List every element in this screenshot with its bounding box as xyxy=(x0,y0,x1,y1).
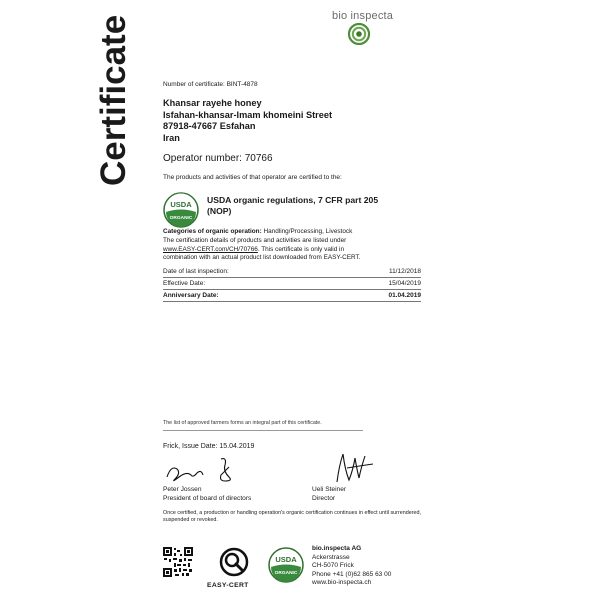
farmers-list-note: The list of approved farmers forms an integral part of this certificate. xyxy=(163,420,322,426)
svg-text:ORGANIC: ORGANIC xyxy=(274,571,298,576)
regulation-text xyxy=(207,195,437,217)
usda-organic-seal xyxy=(163,192,199,233)
date-row-anniversary xyxy=(163,290,421,301)
signer-left xyxy=(163,486,251,503)
divider xyxy=(163,301,421,302)
categories-block xyxy=(163,228,433,263)
certificate-title xyxy=(82,8,142,188)
revocation-note: Once certified, a production or handling operation's organic certification continues in effect until surrendered, suspended or revoked. xyxy=(163,510,422,523)
signer-name: Peter Jossen xyxy=(163,486,202,493)
qr-code-icon xyxy=(163,547,193,577)
easy-cert-label: EASY-CERT xyxy=(207,582,249,589)
signer-name: Ueli Steiner xyxy=(312,486,347,493)
product-list-note: combination with an actual product list downloaded from EASY-CERT. xyxy=(163,254,361,262)
company-street: Ackerstrasse xyxy=(312,553,350,561)
company-website[interactable]: www.bio-inspecta.ch xyxy=(312,579,372,587)
easy-cert-link[interactable]: www.EASY-CERT.com/CH/70766 xyxy=(163,245,258,253)
usda-organic-seal-footer xyxy=(268,547,304,588)
svg-text:USDA: USDA xyxy=(170,200,192,209)
svg-text:Certificate: Certificate xyxy=(94,14,133,186)
date-value: 11/12/2018 xyxy=(388,268,421,275)
signer-right xyxy=(312,486,346,503)
date-label: Effective Date: xyxy=(163,280,206,287)
svg-text:USDA: USDA xyxy=(275,555,297,564)
date-label: Anniversary Date: xyxy=(163,292,219,299)
company-name: bio.inspecta AG xyxy=(312,545,362,552)
regulation-line-1: USDA organic regulations, 7 CFR part 205 xyxy=(207,195,379,205)
issue-date: Frick, Issue Date: 15.04.2019 xyxy=(163,443,255,450)
eye-logo-icon xyxy=(346,23,372,50)
regulation-line-2: (NOP) xyxy=(207,206,232,216)
dates-table xyxy=(163,266,421,302)
operator-number: Operator number: 70766 xyxy=(163,153,273,164)
signer-role: President of board of directors xyxy=(163,494,252,502)
company-city: CH-5070 Frick xyxy=(312,562,354,570)
signer-role: Director xyxy=(312,494,336,502)
divider xyxy=(163,430,363,431)
categories-value: Handling/Processing, Livestock xyxy=(261,228,353,235)
easy-cert-logo xyxy=(210,546,258,586)
date-row-effective xyxy=(163,278,421,289)
svg-text:ORGANIC: ORGANIC xyxy=(169,216,193,221)
company-address xyxy=(312,545,391,588)
categories-details: The certification details of products and activities are listed under xyxy=(163,236,347,244)
intro-text: The products and activities of that operator are certified to the: xyxy=(163,174,342,181)
signature-peter-jossen xyxy=(163,455,253,490)
company-phone: Phone +41 (0)62 865 63 00 xyxy=(312,570,392,578)
categories-label: Categories of organic operation: xyxy=(163,228,262,235)
bio-inspecta-logo: bio inspecta xyxy=(332,10,394,22)
operator-postal-city: 87918-47667 Esfahan xyxy=(163,121,256,131)
date-value: 15/04/2019 xyxy=(388,280,421,287)
date-row-last-inspection xyxy=(163,266,421,277)
certificate-number: Number of certificate: BINT-4878 xyxy=(163,81,258,88)
operator-country: Iran xyxy=(163,132,180,143)
operator-name: Khansar rayehe honey xyxy=(163,98,262,108)
date-value: 01.04.2019 xyxy=(388,292,421,299)
operator-street: Isfahan-khansar-Imam khomeini Street xyxy=(163,109,332,120)
signature-ueli-steiner xyxy=(325,448,385,491)
validity-note: . This certificate is only valid in xyxy=(257,245,345,253)
date-label: Date of last inspection: xyxy=(163,268,229,275)
operator-address xyxy=(163,98,332,144)
